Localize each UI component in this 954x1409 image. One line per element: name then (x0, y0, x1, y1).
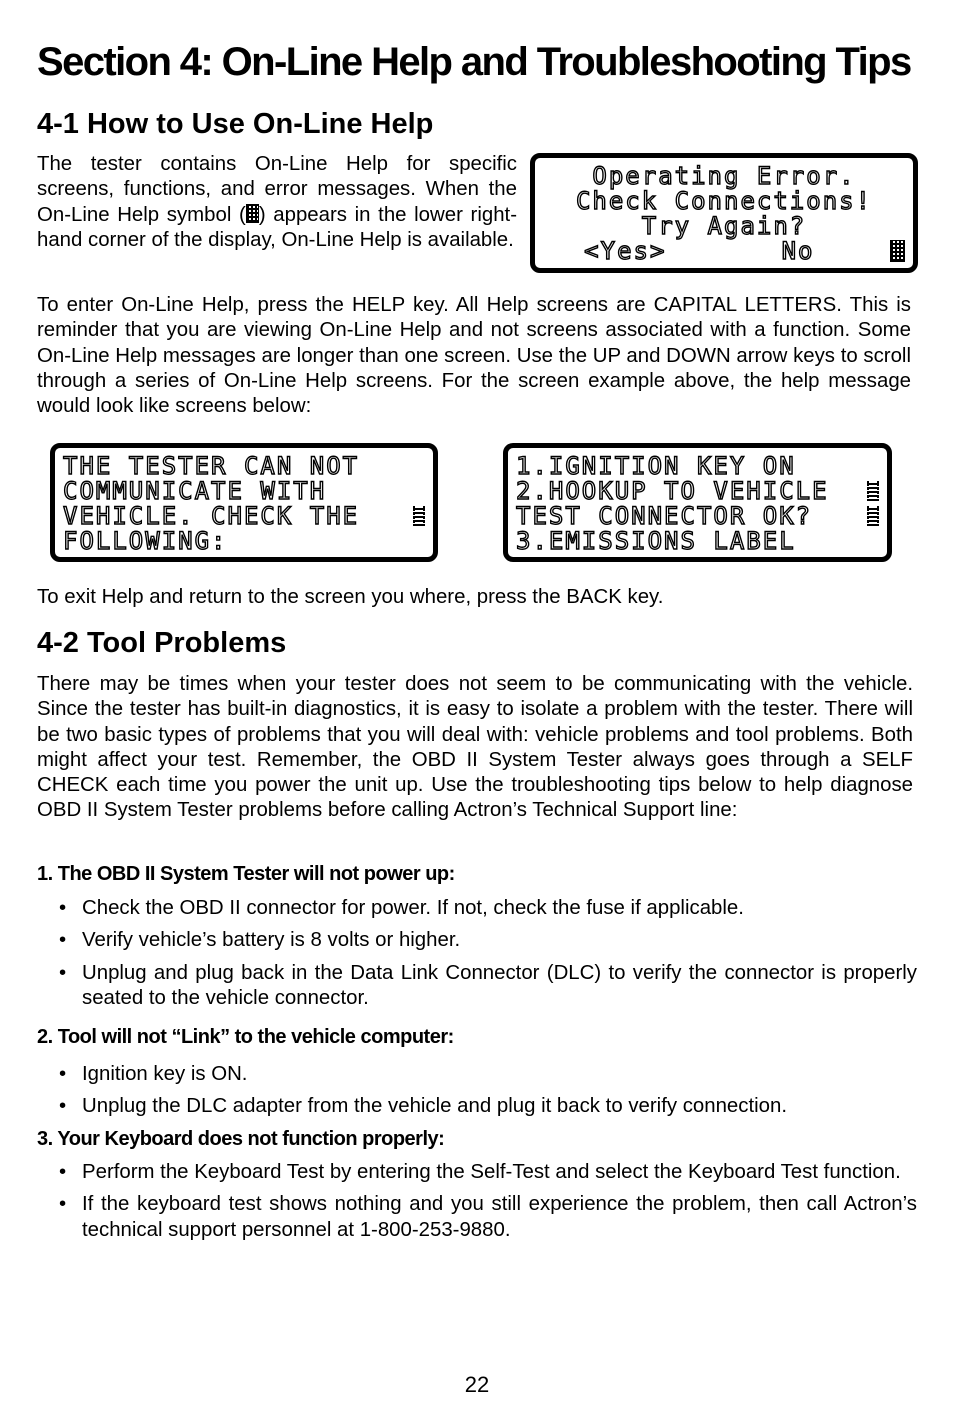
lcd-line: Operating Error. (592, 162, 856, 190)
lcd-line: Try Again? (641, 212, 807, 240)
list-item: • If the keyboard test shows nothing and you still experience the problem, then call Actron’s technical support personnel at 1-800-253-9880. (37, 1192, 917, 1243)
lcd-line: Check Connections! (575, 187, 873, 215)
lcd-help-screen-1 (50, 443, 438, 562)
problem-1-list (37, 896, 917, 1018)
enter-help-paragraph: To enter On-Line Help, press the HELP key. All Help screens are CAPITAL LETTERS. This is reminder that you are viewing On-Line Help and not screens associated with a function. Some On-Line Help messages are longer than one screen. Use the UP and DOWN arrow keys to scroll through a series of On-Line Help screens. For the screen example above, the help message would look like screens below: (37, 294, 911, 418)
lcd-line: COMMUNICATE WITH (63, 477, 327, 505)
section-title: Section 4: On-Line Help and Troubleshooting Tips (37, 40, 911, 84)
list-item: • Unplug and plug back in the Data Link Connector (DLC) to verify the connector is properly seated to the vehicle connector. (37, 961, 917, 1012)
intro-text-b: ) appears in the lower right-hand corner of the display, On-Line Help is available. (37, 203, 517, 251)
heading-4-1: 4-1 How to Use On-Line Help (37, 108, 434, 140)
lcd-line: TEST CONNECTOR OK? (516, 502, 813, 530)
list-item: • Verify vehicle’s battery is 8 volts or higher. (37, 928, 917, 953)
list-item: • Check the OBD II connector for power. If not, check the fuse if applicable. (37, 896, 917, 921)
scroll-down-arrow-icon (413, 506, 425, 526)
page-number: 22 (464, 1372, 490, 1397)
problem-3-list (37, 1160, 917, 1250)
exit-help-paragraph: To exit Help and return to the screen you where, press the BACK key. (37, 586, 664, 608)
list-item: • Unplug the DLC adapter from the vehicle and plug it back to verify connection. (37, 1094, 917, 1119)
problem-2-title: 2. Tool will not “Link” to the vehicle computer: (37, 1026, 454, 1048)
problem-1-title: 1. The OBD II System Tester will not power up: (37, 863, 455, 885)
help-symbol-icon (246, 204, 259, 223)
help-symbol-icon (890, 240, 905, 262)
scroll-down-arrow-icon (867, 506, 879, 526)
intro-text-a: The tester contains On-Line Help for specific screens, functions, and error messages. When the On-Line Help symbol ( (37, 153, 517, 226)
scroll-up-arrow-icon (867, 481, 879, 501)
intro-paragraph (37, 152, 517, 253)
lcd-line: 2.HOOKUP TO VEHICLE (516, 477, 829, 505)
heading-4-2: 4-2 Tool Problems (37, 627, 287, 659)
lcd-line: 3.EMISSIONS LABEL (516, 527, 796, 555)
lcd-operating-error (530, 153, 918, 273)
list-item: • Perform the Keyboard Test by entering the Self-Test and select the Keyboard Test function. (37, 1160, 917, 1185)
problem-3-title: 3. Your Keyboard does not function properly: (37, 1128, 445, 1150)
lcd-line: <Yes> No (584, 237, 864, 265)
lcd-line: VEHICLE. CHECK THE (63, 502, 360, 530)
lcd-help-screen-2 (503, 443, 892, 562)
tool-problems-paragraph: There may be times when your tester does not seem to be communicating with the vehicle. Since the tester has built-in diagnostics, it is easy to isolate a problem with the tester. There will be two basic types of problems that you will deal with: vehicle problems and tool problems. Both might affect your test. Remember, the OBD II System Tester always goes through a SELF CHECK each time you power the unit up. Use the troubleshooting tips below to help diagnose OBD II System Tester problems before calling Actron’s Technical Support line: (37, 673, 913, 822)
list-item: • Ignition key is ON. (37, 1062, 917, 1087)
lcd-line: FOLLOWING: (63, 527, 228, 555)
lcd-line: 1.IGNITION KEY ON (516, 452, 796, 480)
problem-2-list (37, 1062, 917, 1127)
lcd-line: THE TESTER CAN NOT (63, 452, 360, 480)
